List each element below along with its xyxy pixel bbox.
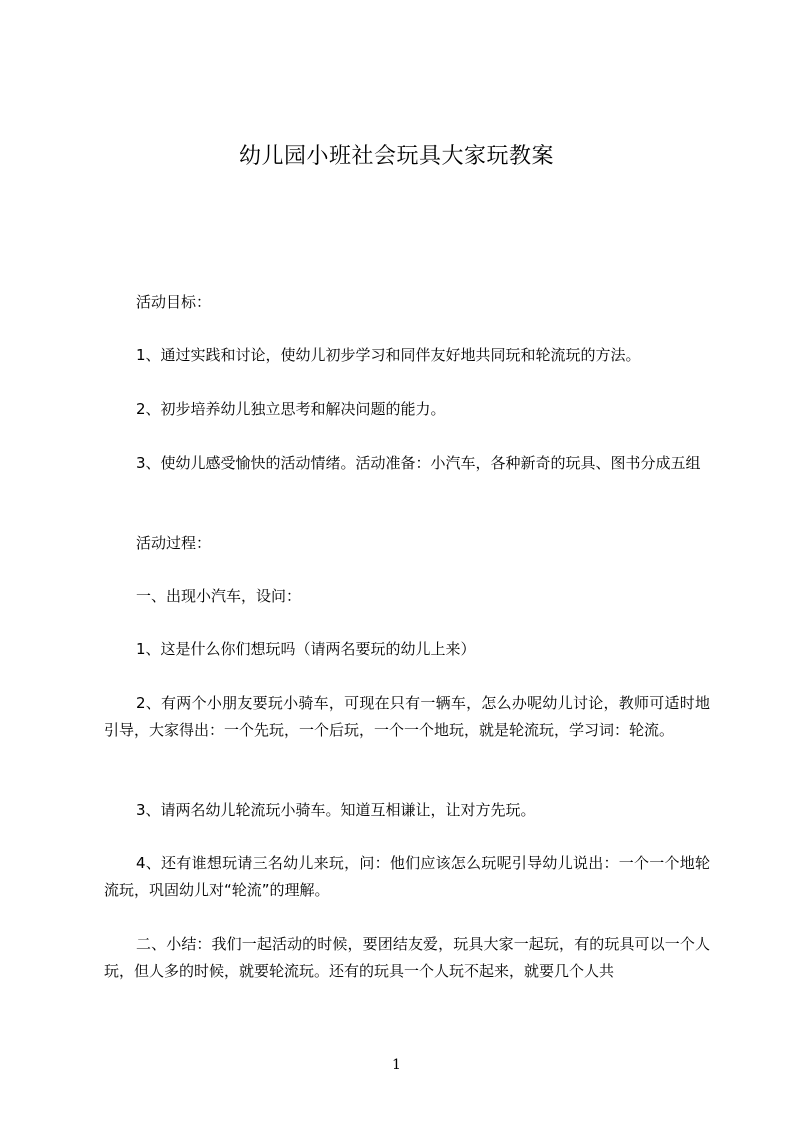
paragraph-objective-3: 3、使幼儿感受愉快的活动情绪。活动准备：小汽车，各种新奇的玩具、图书分成五组 [136,454,701,472]
paragraph-summary: 二、小结：我们一起活动的时候，要团结友爱，玩具大家一起玩，有的玩具可以一个人玩，但人多的时候，就要轮流玩。还有的玩具一个人玩不起来，就要几个人共 [104,935,710,980]
paragraph-step-2: 2、有两个小朋友要玩小骑车，可现在只有一辆车，怎么办呢幼儿讨论，教师可适时地引导，大家得出：一个先玩，一个后玩，一个一个地玩，就是轮流玩，学习词：轮流。 [104,694,710,739]
paragraph-objective-1: 1、通过实践和讨论，使幼儿初步学习和同伴友好地共同玩和轮流玩的方法。 [136,346,641,364]
paragraph-objective-2: 2、初步培养幼儿独立思考和解决问题的能力。 [136,400,446,418]
paragraph-step-3: 3、请两名幼儿轮流玩小骑车。知道互相谦让，让对方先玩。 [136,801,536,819]
document-title: 幼儿园小班社会玩具大家玩教案 [238,144,554,169]
paragraph-step-4: 4、还有谁想玩请三名幼儿来玩，问：他们应该怎么玩呢引导幼儿说出：一个一个地轮流玩，巩固幼儿对“轮流”的理解。 [104,854,710,899]
paragraph-objectives-heading: 活动目标： [136,293,212,311]
paragraph-section-1: 一、出现小汽车，设问： [136,587,302,605]
paragraph-process-heading: 活动过程： [136,534,212,552]
page-number: 1 [392,1057,401,1073]
paragraph-step-1: 1、这是什么你们想玩吗（请两名要玩的幼儿上来） [136,640,476,658]
